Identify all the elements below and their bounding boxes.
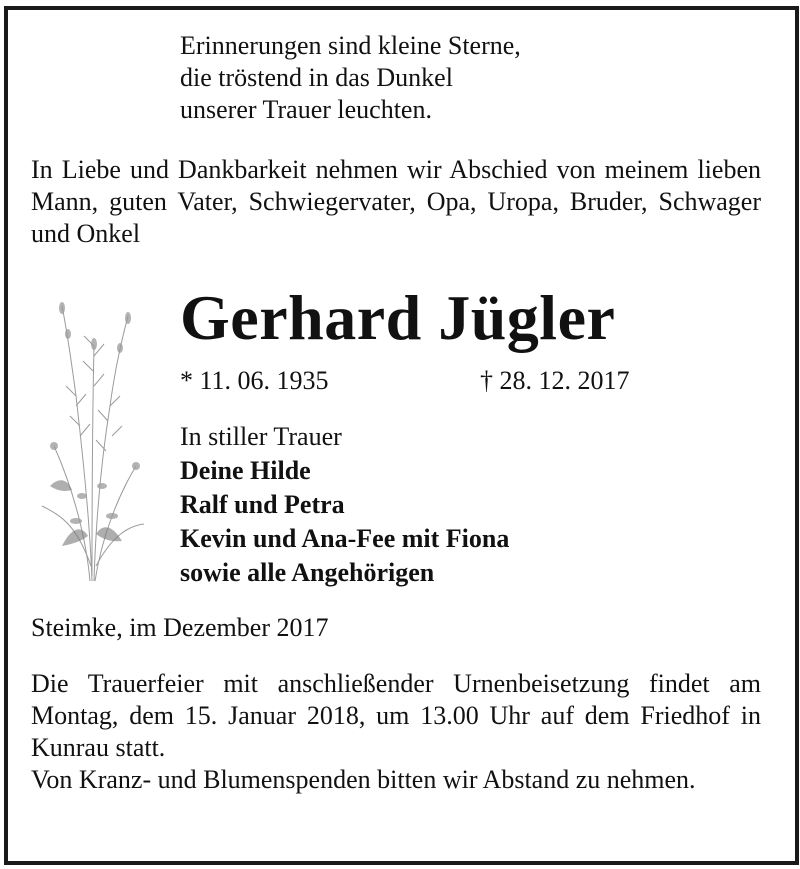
deceased-name: Gerhard Jügler xyxy=(180,282,616,353)
grass-flower-sketch-icon xyxy=(32,286,150,586)
mourner-name: Deine Hilde xyxy=(180,456,311,485)
mourner-name: sowie alle Angehörigen xyxy=(180,558,435,587)
poem-line: Erinnerungen sind kleine Sterne, xyxy=(180,31,521,60)
death-date: † 28. 12. 2017 xyxy=(480,366,630,395)
mourners-block xyxy=(180,420,509,590)
flowers-paragraph: Von Kranz- und Blumenspenden bitten wir Abstand zu nehmen. xyxy=(31,765,696,794)
poem-line: die tröstend in das Dunkel xyxy=(180,63,453,92)
mourner-name: Kevin und Ana-Fee mit Fiona xyxy=(180,524,510,553)
mourners-intro: In stiller Trauer xyxy=(180,422,342,451)
funeral-paragraph: Die Trauerfeier mit anschließender Urnenbeisetzung findet am Montag, dem 15. Januar 2018, um 13.00 Uhr auf dem Friedhof in Kunrau statt. xyxy=(31,669,761,762)
poem-line: unserer Trauer leuchten. xyxy=(180,95,432,124)
birth-date: * 11. 06. 1935 xyxy=(180,366,329,395)
mourner-name: Ralf und Petra xyxy=(180,490,345,519)
poem xyxy=(180,30,521,126)
intro-paragraph: In Liebe und Dankbarkeit nehmen wir Abschied von meinem lieben Mann, guten Vater, Schwiegervater, Opa, Uropa, Bruder, Schwager und Onkel xyxy=(31,155,761,248)
place-and-date: Steimke, im Dezember 2017 xyxy=(31,613,329,642)
